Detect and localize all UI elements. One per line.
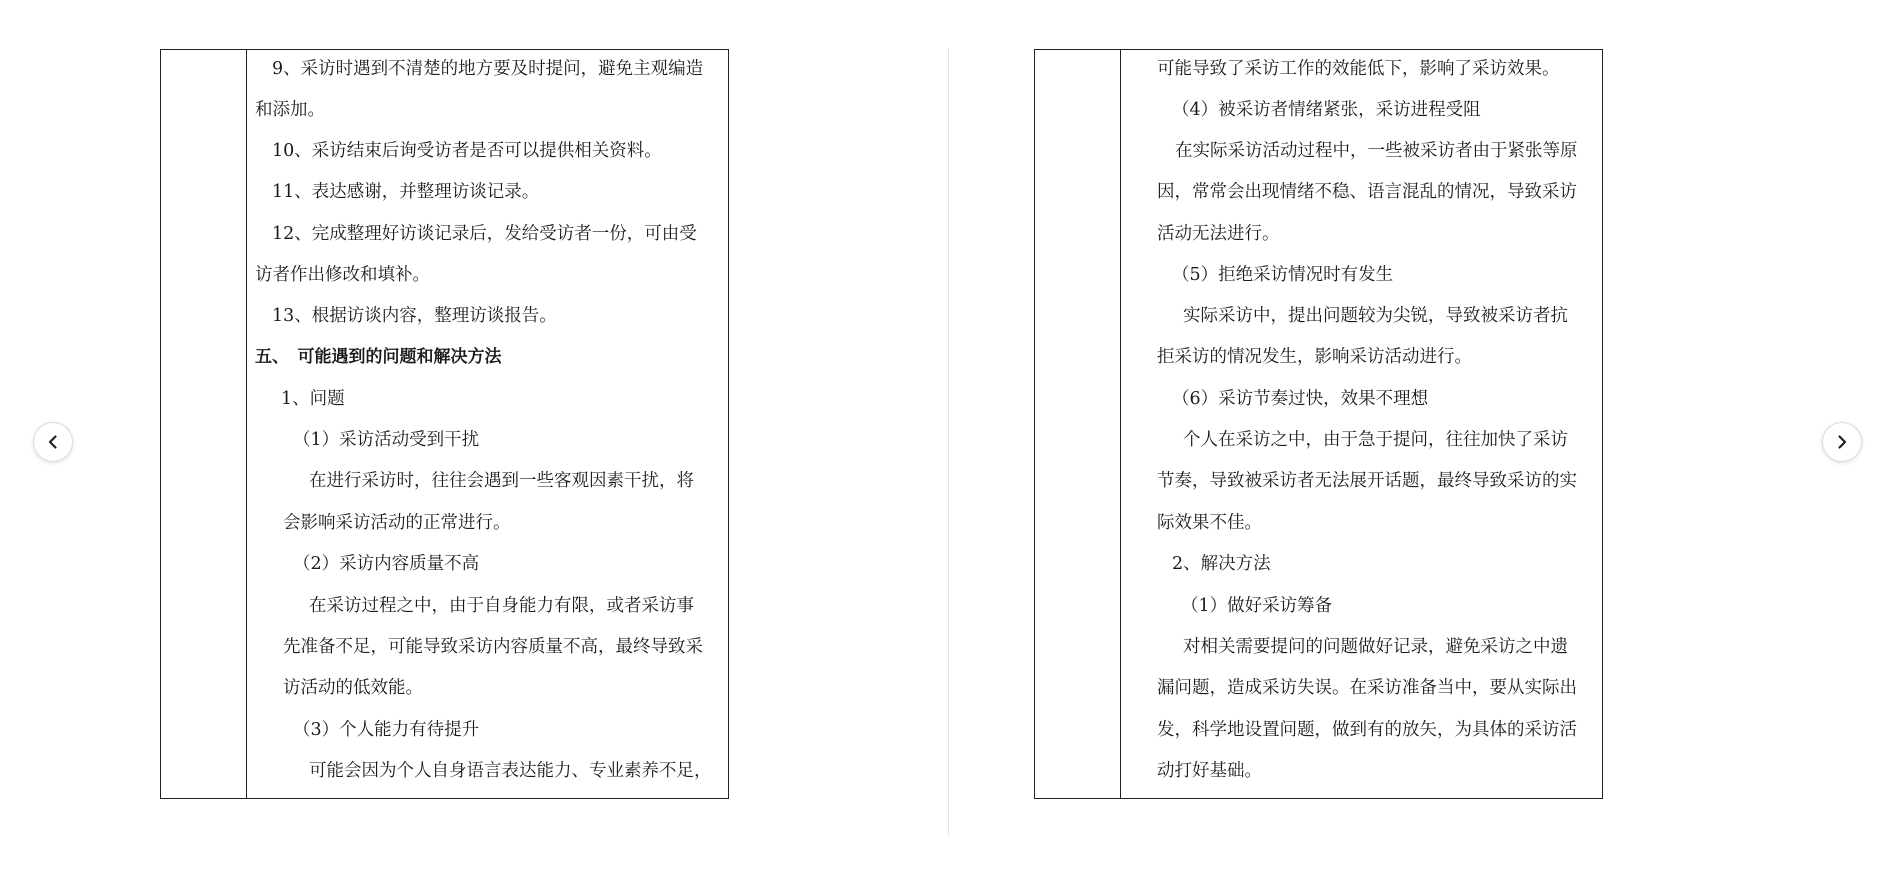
subsection-heading: 1、问题 xyxy=(281,389,345,409)
item-heading: （3）个人能力有待提升 xyxy=(293,720,480,740)
item-heading: （5）拒绝采访情况时有发生 xyxy=(1172,265,1394,285)
previous-page-button[interactable] xyxy=(33,422,73,462)
text-line: 和添加。 xyxy=(255,100,325,120)
text-line: 可能会因为个人自身语言表达能力、专业素养不足， xyxy=(309,761,712,781)
text-line: 访活动的低效能。 xyxy=(283,678,423,698)
document-page-left xyxy=(160,49,729,799)
item-heading: （1）采访活动受到干扰 xyxy=(293,430,480,450)
text-line: 活动无法进行。 xyxy=(1157,224,1280,244)
page-text-block xyxy=(248,50,728,798)
subsection-heading: 2、解决方法 xyxy=(1172,554,1271,574)
text-line: 漏问题，造成采访失误。在采访准备当中，要从实际出 xyxy=(1157,678,1577,698)
text-line: 因，常常会出现情绪不稳、语言混乱的情况，导致采访 xyxy=(1157,182,1577,202)
item-heading: （1）做好采访筹备 xyxy=(1181,596,1333,616)
text-line: 10、采访结束后询受访者是否可以提供相关资料。 xyxy=(272,141,662,161)
text-line: 访者作出修改和填补。 xyxy=(255,265,430,285)
chevron-right-icon xyxy=(1834,434,1850,450)
text-line: 在实际采访活动过程中，一些被采访者由于紧张等原 xyxy=(1175,141,1578,161)
text-line: 节奏，导致被采访者无法展开话题，最终导致采访的实 xyxy=(1157,471,1577,491)
text-line: 发，科学地设置问题，做到有的放矢，为具体的采访活 xyxy=(1157,720,1577,740)
text-line: 13、根据访谈内容，整理访谈报告。 xyxy=(272,306,557,326)
text-line: 12、完成整理好访谈记录后，发给受访者一份，可由受 xyxy=(272,224,697,244)
text-line: 实际采访中，提出问题较为尖锐，导致被采访者抗 xyxy=(1183,306,1568,326)
text-line: 可能导致了采访工作的效能低下，影响了采访效果。 xyxy=(1157,59,1560,79)
chevron-left-icon xyxy=(45,434,61,450)
text-line: 际效果不佳。 xyxy=(1157,513,1262,533)
text-line: 个人在采访之中，由于急于提问，往往加快了采访 xyxy=(1183,430,1568,450)
item-heading: （2）采访内容质量不高 xyxy=(293,554,480,574)
text-line: 会影响采访活动的正常进行。 xyxy=(283,513,511,533)
text-line: 先准备不足，可能导致采访内容质量不高，最终导致采 xyxy=(283,637,703,657)
text-line: 在进行采访时，往往会遇到一些客观因素干扰，将 xyxy=(309,471,694,491)
next-page-button[interactable] xyxy=(1822,422,1862,462)
item-heading: （4）被采访者情绪紧张，采访进程受阻 xyxy=(1172,100,1481,120)
text-line: 动打好基础。 xyxy=(1157,761,1262,781)
table-margin-column xyxy=(1035,50,1121,798)
page-divider xyxy=(948,48,949,836)
section-heading: 五、 可能遇到的问题和解决方法 xyxy=(255,347,502,367)
table-margin-column xyxy=(161,50,247,798)
text-line: 对相关需要提问的问题做好记录，避免采访之中遗 xyxy=(1183,637,1568,657)
text-line: 拒采访的情况发生，影响采访活动进行。 xyxy=(1157,347,1472,367)
document-page-right xyxy=(1034,49,1603,799)
text-line: 11、表达感谢，并整理访谈记录。 xyxy=(272,182,540,202)
text-line: 在采访过程之中，由于自身能力有限，或者采访事 xyxy=(309,596,694,616)
page-text-block xyxy=(1122,50,1602,798)
item-heading: （6）采访节奏过快，效果不理想 xyxy=(1172,389,1429,409)
text-line: 9、采访时遇到不清楚的地方要及时提问，避免主观编造 xyxy=(272,59,704,79)
